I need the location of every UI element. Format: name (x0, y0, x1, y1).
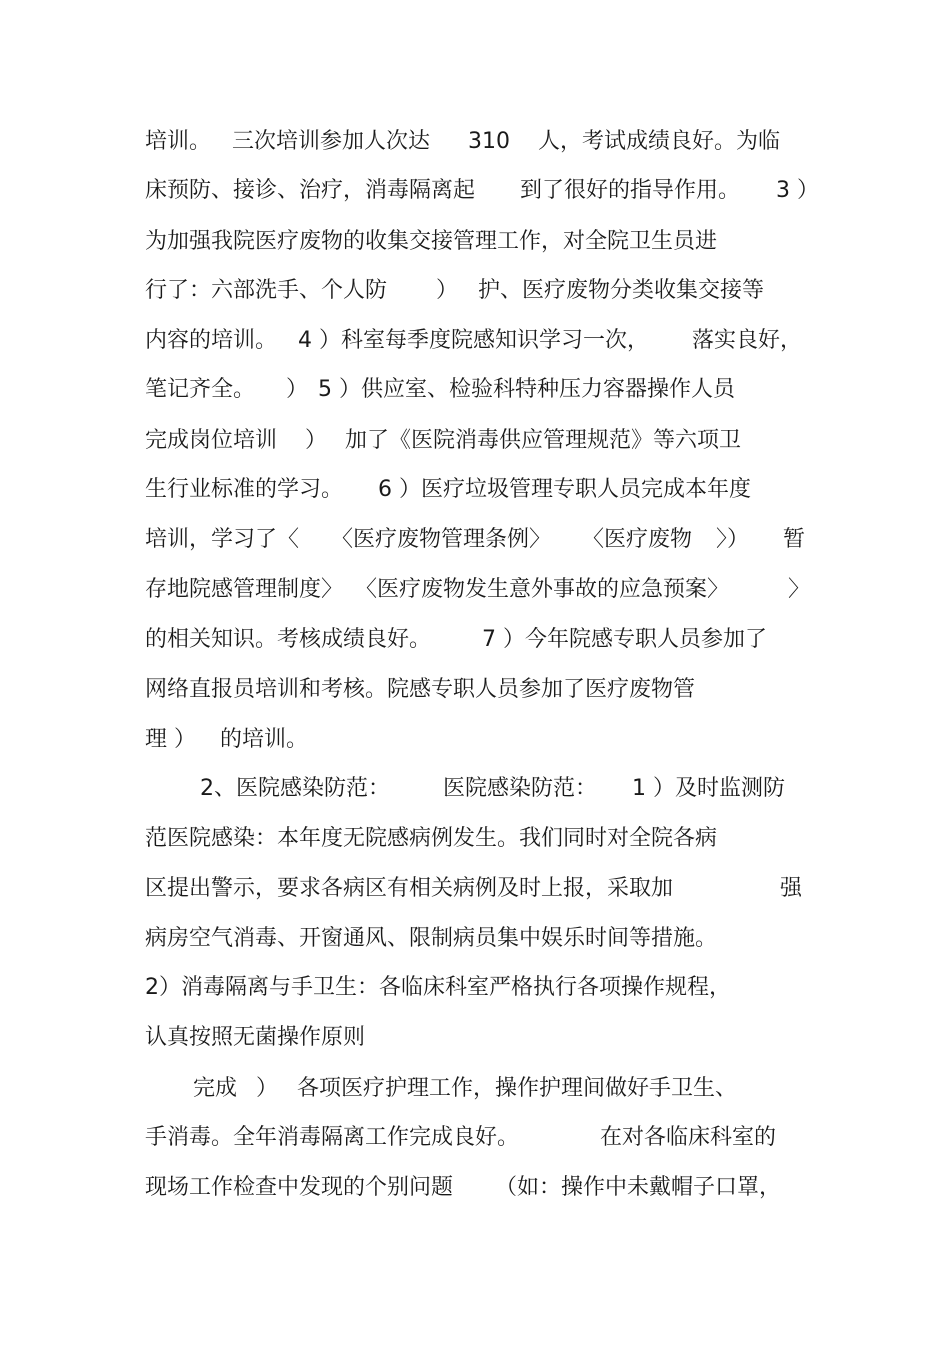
text-segment: 5 ）供应室、检验科特种压力容器操作人员 (318, 377, 735, 402)
text-segment: 7 ）今年院感专职人员参加了 (482, 627, 767, 652)
text-segment: 的培训。 (220, 727, 309, 752)
text-line (0, 922, 950, 956)
text-line (0, 174, 950, 208)
text-segment: 〈医疗废物 (582, 527, 693, 552)
text-segment: （如：操作中未戴帽子口罩， (495, 1175, 782, 1200)
text-segment: 培训。 (145, 129, 212, 154)
text-segment: 行了：六部洗手、个人防 (145, 278, 388, 303)
text-segment: 范医院感染：本年度无院感病例发生。我们同时对全院各病 (145, 826, 718, 851)
text-line (0, 623, 950, 657)
text-line (0, 1121, 950, 1155)
text-segment: ） (256, 1076, 279, 1101)
text-line (0, 1021, 950, 1055)
text-segment: 内容的培训。 (145, 328, 278, 353)
text-line (0, 424, 950, 458)
text-line (0, 822, 950, 856)
text-segment: 生行业标准的学习。 (145, 477, 344, 502)
text-segment: 完成岗位培训 (145, 428, 278, 453)
text-segment: 加了《医院消毒供应管理规范》等六项卫 (345, 428, 742, 453)
text-segment: 理 ） (145, 727, 196, 752)
text-segment: 暂 (783, 527, 806, 552)
text-line (0, 324, 950, 358)
text-line (0, 1171, 950, 1205)
text-segment: 笔记齐全。 (145, 377, 256, 402)
text-segment: 网络直报员培训和考核。院感专职人员参加了医疗废物管 (145, 677, 696, 702)
text-segment: 区提出警示，要求各病区有相关病例及时上报，采取加 (145, 876, 674, 901)
text-segment: 完成 (193, 1076, 238, 1101)
text-segment: ） (305, 428, 328, 453)
text-line (0, 673, 950, 707)
text-segment: 手消毒。全年消毒隔离工作完成良好。 (145, 1125, 520, 1150)
text-segment: 存地院感管理制度〉 (145, 577, 344, 602)
text-segment: 为加强我院医疗废物的收集交接管理工作，对全院卫生员进 (145, 229, 718, 254)
text-segment: 〈医疗废物管理条例〉 (331, 527, 552, 552)
text-segment: 6 ）医疗垃圾管理专职人员完成本年度 (378, 477, 751, 502)
text-segment: 强 (780, 876, 803, 901)
text-segment: 4 ）科室每季度院感知识学习一次， (298, 328, 649, 353)
text-segment: 〉 (788, 577, 811, 602)
text-line (0, 971, 950, 1005)
text-segment: 3 ） (776, 178, 819, 203)
text-segment: 护、医疗废物分类收集交接等 (478, 278, 765, 303)
text-segment: 三次培训参加人次达 (232, 129, 431, 154)
text-line (0, 473, 950, 507)
text-line (0, 723, 950, 757)
text-segment: 的相关知识。考核成绩良好。 (145, 627, 432, 652)
text-segment: 到了很好的指导作用。 (520, 178, 741, 203)
text-segment: ） (286, 377, 309, 402)
text-segment: 现场工作检查中发现的个别问题 (145, 1175, 454, 1200)
text-segment: 〈医疗废物发生意外事故的应急预案〉 (355, 577, 730, 602)
text-segment: 310 (468, 129, 510, 154)
text-segment: 1 ）及时监测防 (632, 776, 785, 801)
text-segment: 人，考试成绩良好。为临 (538, 129, 781, 154)
text-line (0, 373, 950, 407)
text-segment: 2）消毒隔离与手卫生：各临床科室严格执行各项操作规程， (145, 975, 731, 1000)
text-segment: 医院感染防范： (443, 776, 598, 801)
text-segment: 各项医疗护理工作，操作护理间做好手卫生、 (297, 1076, 738, 1101)
text-line (0, 573, 950, 607)
text-segment: 认真按照无菌操作原则 (145, 1025, 366, 1050)
text-segment: 培训，学习了〈 (145, 527, 300, 552)
text-segment: 病房空气消毒、开窗通风、限制病员集中娱乐时间等措施。 (145, 926, 718, 951)
text-line (0, 772, 950, 806)
text-segment: 落实良好， (692, 328, 803, 353)
text-segment: 2、医院感染防范： (200, 776, 390, 801)
text-segment: ） (436, 278, 459, 303)
text-line (0, 274, 950, 308)
text-line (0, 225, 950, 259)
text-line (0, 125, 950, 159)
text-line (0, 872, 950, 906)
text-segment: 床预防、接诊、治疗，消毒隔离起 (145, 178, 476, 203)
text-segment: 〉） (716, 527, 750, 552)
text-line (0, 1072, 950, 1106)
text-line (0, 523, 950, 557)
text-segment: 在对各临床科室的 (600, 1125, 777, 1150)
